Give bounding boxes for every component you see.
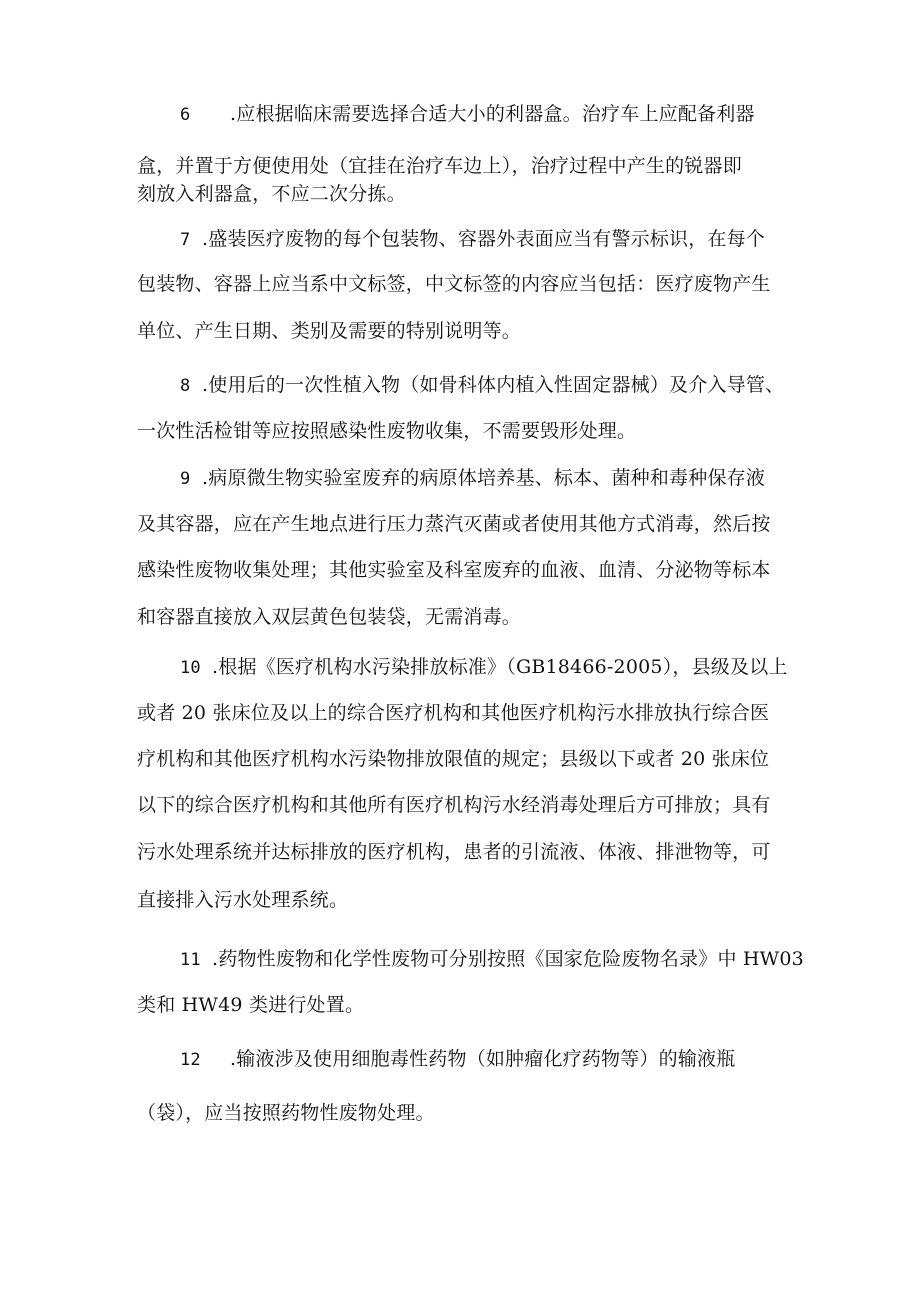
item-7-number: 7 [180,230,191,250]
item-6-line-3: 刻放入利器盒，不应二次分拣。 [137,183,406,205]
item-8-line-2: 一次性活检钳等应按照感染性废物收集，不需要毁形处理。 [137,420,637,442]
item-10-text-1: .根据《医疗机构水污染排放标准》（GB18466-2005），县级及以上 [212,656,788,678]
item-7-line-3: 单位、产生日期、类别及需要的特别说明等。 [137,320,522,342]
item-8-text-1: .使用后的一次性植入物（如骨科体内植入性固定器械）及介入导管、 [202,374,785,396]
item-6-text-1: .应根据临床需要选择合适大小的利器盒。治疗车上应配备利器 [230,103,755,125]
item-9-number: 9 [180,469,191,489]
item-7-text-1: .盛装医疗废物的每个包装物、容器外表面应当有警示标识，在每个 [202,228,766,250]
item-7-line-2: 包装物、容器上应当系中文标签，中文标签的内容应当包括：医疗废物产生 [137,273,771,295]
item-10-line-5: 污水处理系统并达标排放的医疗机构，患者的引流液、体液、排泄物等，可 [137,841,771,863]
item-10-line-6: 直接排入污水处理系统。 [137,889,349,911]
item-11-text-1: .药物性废物和化学性废物可分别按照《国家危险废物名录》中 HW03 [212,948,804,970]
item-6-line-1 [180,101,880,128]
item-9-line-3: 感染性废物收集处理；其他实验室及科室废弃的血液、血清、分泌物等标本 [137,559,771,581]
item-8-number: 8 [180,376,191,396]
item-11-line-1 [180,946,880,973]
item-12-number: 12 [180,1050,201,1070]
item-8-line-1 [180,372,880,399]
item-12-line-1 [180,1046,880,1073]
item-9-line-2: 及其容器，应在产生地点进行压力蒸汽灭菌或者使用其他方式消毒，然后按 [137,513,771,535]
item-9-line-1 [180,465,880,492]
item-6-number: 6 [180,105,191,125]
item-10-line-3: 疗机构和其他医疗机构水污染物排放限值的规定；县级以下或者 20 张床位 [137,748,770,770]
item-7-line-1 [180,226,880,253]
item-12-line-2: （袋），应当按照药物性废物处理。 [137,1102,435,1124]
item-9-text-1: .病原微生物实验室废弃的病原体培养基、标本、菌种和毒种保存液 [202,467,766,489]
item-10-line-2: 或者 20 张床位及以上的综合医疗机构和其他医疗机构污水排放执行综合医 [137,702,770,724]
item-6-line-2: 盒，并置于方便使用处（宜挂在治疗车边上），治疗过程中产生的锐器即 [137,155,742,177]
item-9-line-4: 和容器直接放入双层黄色包装袋，无需消毒。 [137,606,522,628]
item-10-line-4: 以下的综合医疗机构和其他所有医疗机构污水经消毒处理后方可排放；具有 [137,794,771,816]
item-10-number: 10 [180,658,201,678]
item-12-text-1: .输液涉及使用细胞毒性药物（如肿瘤化疗药物等）的输液瓶 [230,1048,736,1070]
item-10-line-1 [180,654,880,681]
item-11-number: 11 [180,950,201,970]
item-11-line-2: 类和 HW49 类进行处置。 [137,994,365,1016]
